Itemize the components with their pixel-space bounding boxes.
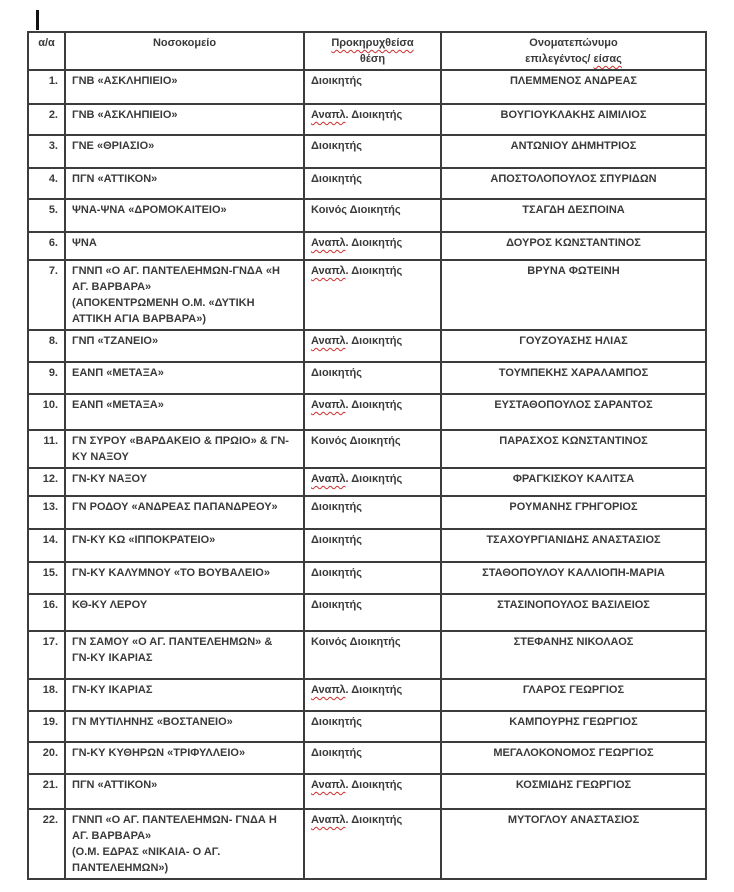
misspelled-word: Αναπλ bbox=[311, 684, 346, 696]
selected-name-cell: ΣΤΑΣΙΝΟΠΟΥΛΟΣ ΒΑΣΙΛΕΙΟΣ bbox=[441, 594, 706, 631]
misspelled-word: Αναπλ bbox=[311, 265, 346, 277]
position-cell: Αναπλ. Διοικητής bbox=[304, 809, 441, 879]
selected-name-cell: ΑΝΤΩΝΙΟΥ ΔΗΜΗΤΡΙΟΣ bbox=[441, 135, 706, 168]
selected-name-cell: ΜΥΤΟΓΛΟΥ ΑΝΑΣΤΑΣΙΟΣ bbox=[441, 809, 706, 879]
hospital-cell: ΓΝΒ «ΑΣΚΛΗΠΙΕΙΟ» bbox=[65, 70, 304, 104]
position-cell: Αναπλ. Διοικητής bbox=[304, 774, 441, 809]
table-row bbox=[28, 594, 706, 631]
row-number-cell: 4. bbox=[28, 168, 65, 199]
hospital-cell: ΓΝ-ΚΥ ΚΑΛΥΜΝΟΥ «ΤΟ ΒΟΥΒΑΛΕΙΟ» bbox=[65, 562, 304, 594]
hospital-cell: ΓΝ-ΚΥ ΚΥΘΗΡΩΝ «ΤΡΙΦΥΛΛΕΙΟ» bbox=[65, 742, 304, 774]
selected-name-cell: ΠΑΡΑΣΧΟΣ ΚΩΝΣΤΑΝΤΙΝΟΣ bbox=[441, 430, 706, 468]
row-number-cell: 8. bbox=[28, 330, 65, 362]
row-number-cell: 2. bbox=[28, 104, 65, 135]
row-number-cell: 18. bbox=[28, 679, 65, 711]
header-cell-hospital bbox=[65, 32, 304, 70]
row-number-cell: 10. bbox=[28, 394, 65, 430]
hospital-cell: ΠΓΝ «ΑΤΤΙΚΟΝ» bbox=[65, 168, 304, 199]
row-number-cell: 11. bbox=[28, 430, 65, 468]
position-cell: Αναπλ. Διοικητής bbox=[304, 679, 441, 711]
position-cell: Αναπλ. Διοικητής bbox=[304, 104, 441, 135]
position-cell: Διοικητής bbox=[304, 168, 441, 199]
misspelled-word: Αναπλ bbox=[311, 109, 346, 121]
row-number-cell: 9. bbox=[28, 362, 65, 394]
selected-name-cell: ΓΟΥΖΟΥΑΣΗΣ ΗΛΙΑΣ bbox=[441, 330, 706, 362]
row-number-cell: 13. bbox=[28, 496, 65, 529]
hospital-cell: ΓΝΒ «ΑΣΚΛΗΠΙΕΙΟ» bbox=[65, 104, 304, 135]
misspelled-word: Αναπλ bbox=[311, 473, 346, 485]
selected-name-cell: ΒΡΥΝΑ ΦΩΤΕΙΝΗ bbox=[441, 260, 706, 330]
position-cell: Κοινός Διοικητής bbox=[304, 631, 441, 679]
position-cell: Αναπλ. Διοικητής bbox=[304, 232, 441, 260]
hospital-cell: ΠΓΝ «ΑΤΤΙΚΟΝ» bbox=[65, 774, 304, 809]
table-row bbox=[28, 679, 706, 711]
row-number-cell: 1. bbox=[28, 70, 65, 104]
hospital-cell: ΚΘ-ΚΥ ΛΕΡΟΥ bbox=[65, 594, 304, 631]
selected-name-cell: ΤΟΥΜΠΕΚΗΣ ΧΑΡΑΛΑΜΠΟΣ bbox=[441, 362, 706, 394]
row-number-cell: 14. bbox=[28, 529, 65, 562]
position-cell: Διοικητής bbox=[304, 562, 441, 594]
table-row bbox=[28, 70, 706, 104]
header-name-line2-prefix: επιλεγέντος/ bbox=[525, 53, 594, 65]
row-number-cell: 6. bbox=[28, 232, 65, 260]
selected-name-cell: ΜΕΓΑΛΟΚΟΝΟΜΟΣ ΓΕΩΡΓΙΟΣ bbox=[441, 742, 706, 774]
header-position-line1: Προκηρυχθείσα bbox=[331, 37, 414, 49]
selected-name-cell: ΠΛΕΜΜΕΝΟΣ ΑΝΔΡΕΑΣ bbox=[441, 70, 706, 104]
selected-name-cell: ΚΑΜΠΟΥΡΗΣ ΓΕΩΡΓΙΟΣ bbox=[441, 711, 706, 742]
header-name-line1: Ονοματεπώνυμο bbox=[529, 37, 618, 49]
row-number-cell: 19. bbox=[28, 711, 65, 742]
selected-name-cell: ΑΠΟΣΤΟΛΟΠΟΥΛΟΣ ΣΠΥΡΙΔΩΝ bbox=[441, 168, 706, 199]
hospital-cell: ΓΝ-ΚΥ ΝΑΞΟΥ bbox=[65, 468, 304, 496]
position-cell: Διοικητής bbox=[304, 594, 441, 631]
selected-name-cell: ΕΥΣΤΑΘΟΠΟΥΛΟΣ ΣΑΡΑΝΤΟΣ bbox=[441, 394, 706, 430]
hospital-cell: ΓΝΕ «ΘΡΙΑΣΙΟ» bbox=[65, 135, 304, 168]
hospital-cell: ΨΝΑ-ΨΝΑ «ΔΡΟΜΟΚΑΙΤΕΙΟ» bbox=[65, 199, 304, 232]
misspelled-word: Αναπλ bbox=[311, 779, 346, 791]
header-name-line2-suffix: είσας bbox=[593, 53, 622, 65]
row-number-cell: 15. bbox=[28, 562, 65, 594]
selected-name-cell: ΓΛΑΡΟΣ ΓΕΩΡΓΙΟΣ bbox=[441, 679, 706, 711]
selected-name-cell: ΡΟΥΜΑΝΗΣ ΓΡΗΓΟΡΙΟΣ bbox=[441, 496, 706, 529]
table-row bbox=[28, 742, 706, 774]
table-row bbox=[28, 260, 706, 330]
header-cell-selected-name bbox=[441, 32, 706, 70]
hospital-cell: ΕΑΝΠ «ΜΕΤΑΞΑ» bbox=[65, 394, 304, 430]
selected-name-cell: ΔΟΥΡΟΣ ΚΩΝΣΤΑΝΤΙΝΟΣ bbox=[441, 232, 706, 260]
hospital-cell: ΕΑΝΠ «ΜΕΤΑΞΑ» bbox=[65, 362, 304, 394]
appointments-table bbox=[27, 31, 707, 880]
position-cell: Διοικητής bbox=[304, 742, 441, 774]
table-row bbox=[28, 774, 706, 809]
position-cell: Διοικητής bbox=[304, 711, 441, 742]
hospital-cell: ΓΝ-ΚΥ ΚΩ «ΙΠΠΟΚΡΑΤΕΙΟ» bbox=[65, 529, 304, 562]
selected-name-cell: ΒΟΥΓΙΟΥΚΛΑΚΗΣ ΑΙΜΙΛΙΟΣ bbox=[441, 104, 706, 135]
row-number-cell: 20. bbox=[28, 742, 65, 774]
text-cursor-mark bbox=[36, 10, 39, 30]
table-row bbox=[28, 104, 706, 135]
row-number-cell: 17. bbox=[28, 631, 65, 679]
table-row bbox=[28, 711, 706, 742]
row-number-cell: 3. bbox=[28, 135, 65, 168]
position-cell: Κοινός Διοικητής bbox=[304, 430, 441, 468]
table-row bbox=[28, 394, 706, 430]
table-row bbox=[28, 199, 706, 232]
selected-name-cell: ΣΤΑΘΟΠΟΥΛΟΥ ΚΑΛΛΙΟΠΗ-ΜΑΡΙΑ bbox=[441, 562, 706, 594]
hospital-cell: ΨΝΑ bbox=[65, 232, 304, 260]
position-cell: Κοινός Διοικητής bbox=[304, 199, 441, 232]
row-number-cell: 7. bbox=[28, 260, 65, 330]
header-row bbox=[28, 32, 706, 70]
table-row bbox=[28, 496, 706, 529]
hospital-cell: ΓΝ-ΚΥ ΙΚΑΡΙΑΣ bbox=[65, 679, 304, 711]
hospital-cell: ΓΝΝΠ «Ο ΑΓ. ΠΑΝΤΕΛΕΗΜΩΝ-ΓΝΔΑ «Η ΑΓ. ΒΑΡΒΑΡΑ» (ΑΠΟΚΕΝΤΡΩΜΕΝΗ Ο.Μ. «ΔΥΤΙΚΗ ΑΤΤΙΚΗ ΑΓΙΑ ΒΑΡΒΑΡΑ») bbox=[65, 260, 304, 330]
selected-name-cell: ΣΤΕΦΑΝΗΣ ΝΙΚΟΛΑΟΣ bbox=[441, 631, 706, 679]
table-row bbox=[28, 330, 706, 362]
position-cell: Διοικητής bbox=[304, 70, 441, 104]
hospital-cell: ΓΝ ΜΥΤΙΛΗΝΗΣ «ΒΟΣΤΑΝΕΙΟ» bbox=[65, 711, 304, 742]
position-cell: Διοικητής bbox=[304, 362, 441, 394]
hospital-cell: ΓΝ ΣΥΡΟΥ «ΒΑΡΔΑΚΕΙΟ & ΠΡΩΙΟ» & ΓΝ- ΚΥ ΝΑΞΟΥ bbox=[65, 430, 304, 468]
row-number-cell: 5. bbox=[28, 199, 65, 232]
header-hospital-label: Νοσοκομείο bbox=[152, 37, 217, 49]
row-number-cell: 21. bbox=[28, 774, 65, 809]
table-body bbox=[28, 70, 706, 879]
table-row bbox=[28, 468, 706, 496]
misspelled-word: Αναπλ bbox=[311, 335, 346, 347]
position-cell: Αναπλ. Διοικητής bbox=[304, 394, 441, 430]
row-number-cell: 16. bbox=[28, 594, 65, 631]
position-cell: Διοικητής bbox=[304, 529, 441, 562]
hospital-cell: ΓΝ ΡΟΔΟΥ «ΑΝΔΡΕΑΣ ΠΑΠΑΝΔΡΕΟΥ» bbox=[65, 496, 304, 529]
table-row bbox=[28, 232, 706, 260]
selected-name-cell: ΤΣΑΓΔΗ ΔΕΣΠΟΙΝΑ bbox=[441, 199, 706, 232]
position-cell: Αναπλ. Διοικητής bbox=[304, 468, 441, 496]
position-cell: Διοικητής bbox=[304, 496, 441, 529]
table-row bbox=[28, 362, 706, 394]
misspelled-word: Αναπλ bbox=[311, 814, 346, 826]
header-cell-index bbox=[28, 32, 65, 70]
position-cell: Αναπλ. Διοικητής bbox=[304, 260, 441, 330]
hospital-cell: ΓΝΝΠ «Ο ΑΓ. ΠΑΝΤΕΛΕΗΜΩΝ- ΓΝΔΑ Η ΑΓ. ΒΑΡΒΑΡΑ» (Ο.Μ. ΕΔΡΑΣ «ΝΙΚΑΙΑ- Ο ΑΓ. ΠΑΝΤΕΛΕΗΜΩΝ») bbox=[65, 809, 304, 879]
table-row bbox=[28, 562, 706, 594]
table-row bbox=[28, 631, 706, 679]
table-row bbox=[28, 430, 706, 468]
row-number-cell: 22. bbox=[28, 809, 65, 879]
misspelled-word: Αναπλ bbox=[311, 399, 346, 411]
selected-name-cell: ΦΡΑΓΚΙΣΚΟΥ ΚΑΛΙΤΣΑ bbox=[441, 468, 706, 496]
table-row bbox=[28, 809, 706, 879]
table-row bbox=[28, 135, 706, 168]
header-cell-position bbox=[304, 32, 441, 70]
selected-name-cell: ΚΟΣΜΙΔΗΣ ΓΕΩΡΓΙΟΣ bbox=[441, 774, 706, 809]
position-cell: Αναπλ. Διοικητής bbox=[304, 330, 441, 362]
header-position-line2: θέση bbox=[359, 53, 386, 65]
hospital-cell: ΓΝ ΣΑΜΟΥ «Ο ΑΓ. ΠΑΝΤΕΛΕΗΜΩΝ» & ΓΝ-ΚΥ ΙΚΑΡΙΑΣ bbox=[65, 631, 304, 679]
position-cell: Διοικητής bbox=[304, 135, 441, 168]
table-row bbox=[28, 168, 706, 199]
hospital-cell: ΓΝΠ «ΤΖΑΝΕΙΟ» bbox=[65, 330, 304, 362]
selected-name-cell: ΤΣΑΧΟΥΡΓΙΑΝΙΔΗΣ ΑΝΑΣΤΑΣΙΟΣ bbox=[441, 529, 706, 562]
header-index-label: α/α bbox=[38, 37, 55, 49]
table-row bbox=[28, 529, 706, 562]
misspelled-word: Αναπλ bbox=[311, 237, 346, 249]
row-number-cell: 12. bbox=[28, 468, 65, 496]
